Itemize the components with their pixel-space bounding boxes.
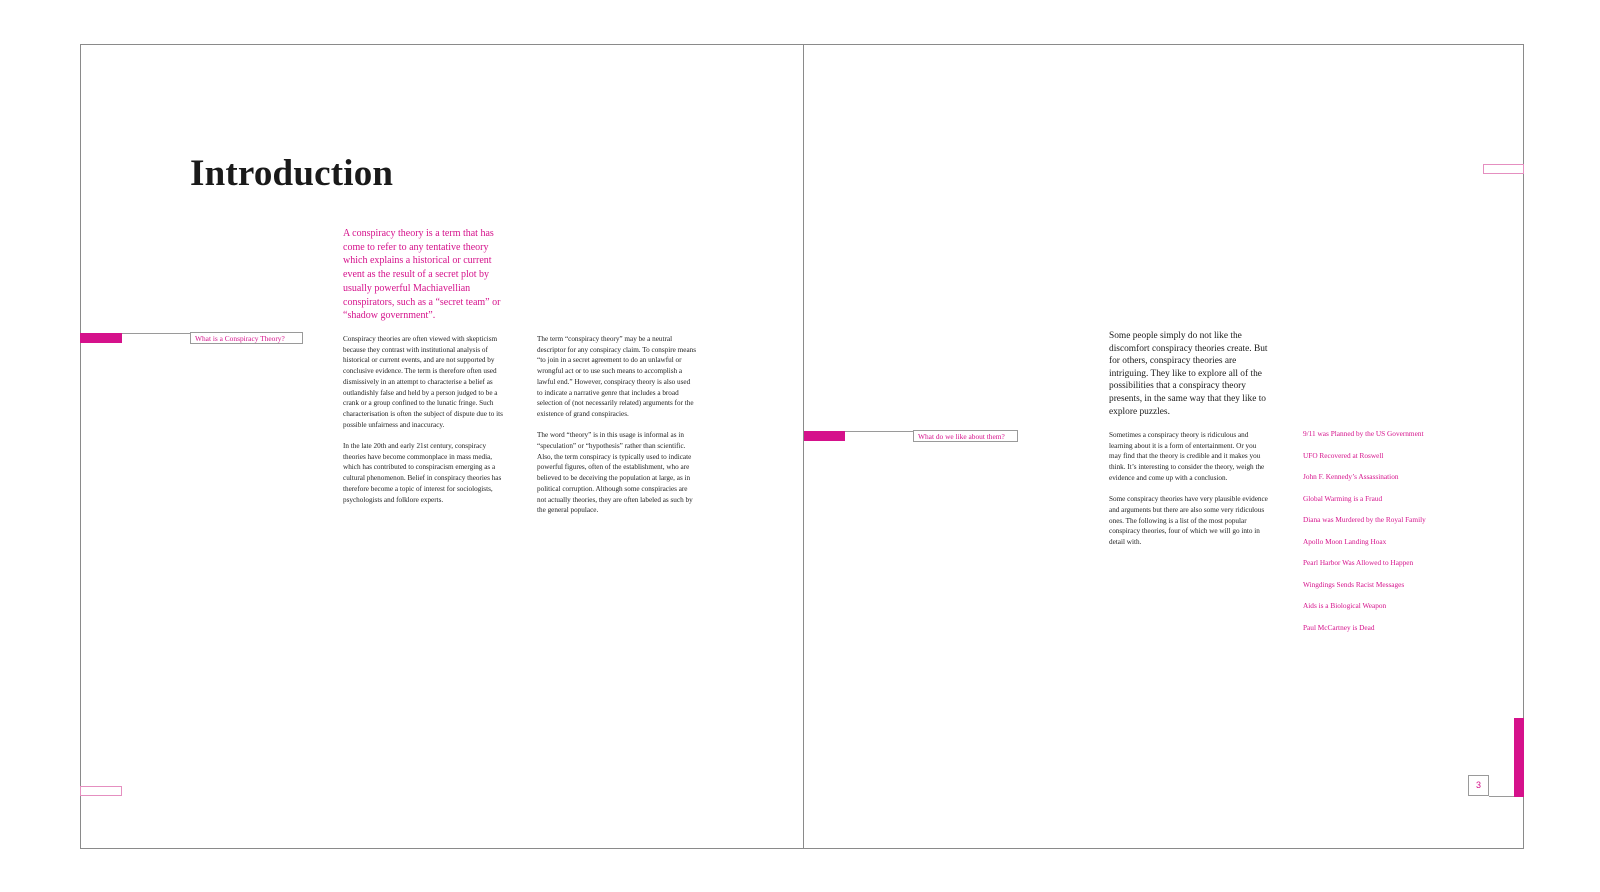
page-title: Introduction (190, 153, 394, 194)
theory-list (1303, 428, 1426, 643)
section-tag-what-we-like: What do we like about them? (913, 430, 1018, 442)
list-item: Global Warming is a Fraud (1303, 493, 1383, 503)
page-number: 3 (1468, 775, 1489, 796)
list-item: Paul McCartney is Dead (1303, 622, 1375, 632)
right-intro-paragraph: Some people simply do not like the discomfort conspiracy theories create. But for others, conspiracy theories are intriguing. They like to explore all of the possibilities that a conspiracy theory presents, in the same way that they like to explore puzzles. (1109, 331, 1268, 417)
section-marker-block (804, 431, 845, 441)
right-body-column (1109, 430, 1269, 558)
list-item: Wingdings Sends Racist Messages (1303, 579, 1405, 589)
paragraph: The term “conspiracy theory” may be a neutral descriptor for any conspiracy claim. To conspire means “to join in a secret agreement to do an unlawful or wrongful act or to use such means to accomplish a lawful end.” However, conspiracy theory is also used to indicate a narrative genre that includes a broad selection of (not necessarily related) arguments for the existence of grand conspiracies. (537, 335, 697, 418)
section-rule (122, 333, 192, 334)
paragraph: Some conspiracy theories have very plausible evidence and arguments but there are also some very ridiculous ones. The following is a list of the most popular conspiracy theories, four of which we will go into in detail with. (1109, 495, 1268, 547)
list-item: 9/11 was Planned by the US Government (1303, 429, 1424, 438)
paragraph: The word “theory” is in this usage is informal as in “speculation” or “hypothesis” rather than scientific. Also, the term conspiracy is typically used to indicate powerful figures, often of the establishment, who are believed to be deceiving the population at large, as in political corruption. Although some conspiracies are not actually theories, they are often labeled as such by the general populace. (537, 431, 693, 515)
list-item: John F. Kennedy’s Assassination (1303, 472, 1399, 481)
page-gutter (803, 44, 804, 849)
lead-paragraph: A conspiracy theory is a term that has come to refer to any tentative theory which explains a historical or current event as the result of a secret plot by usually powerful Machiavellian conspirators, such as a “secret team” or “shadow government”. (343, 228, 501, 322)
list-item: UFO Recovered at Roswell (1303, 450, 1384, 460)
paragraph: Sometimes a conspiracy theory is ridiculous and learning about it is a form of entertainment. Or you may find that the theory is credible and it makes you think. It’s interesting to consider the theory, weigh the evidence and come up with a conclusion. (1109, 431, 1265, 482)
page-edge-marker (1514, 718, 1524, 797)
paragraph: Conspiracy theories are often viewed with skepticism because they contrast with institutional analysis of historical or current events, and are not supported by conclusive evidence. The term is therefore often used dismissively in an attempt to characterise a belief as outlandishly false and held by a person judged to be a crank or a group confined to the lunatic fringe. Such characterisation is often the subject of dispute due to its possible unfairness and inaccuracy. (343, 335, 503, 429)
header-marker-outline (1483, 164, 1524, 174)
list-item: Apollo Moon Landing Hoax (1303, 536, 1387, 546)
section-tag-what-is: What is a Conspiracy Theory? (190, 332, 303, 344)
footer-marker-outline (80, 786, 122, 796)
body-column-1 (343, 334, 503, 516)
section-marker-block (80, 333, 122, 343)
paragraph: In the late 20th and early 21st century, conspiracy theories have become commonplace in mass media, which has contributed to conspiracism emerging as a cultural phenomenon. Belief in conspiracy theories has therefore become a topic of interest for sociologists, psychologists and folklore experts. (343, 442, 502, 504)
list-item: Pearl Harbor Was Allowed to Happen (1303, 558, 1414, 567)
list-item: Aids is a Biological Weapon (1303, 601, 1387, 610)
body-column-2 (537, 334, 697, 527)
section-rule (845, 431, 915, 432)
list-item: Diana was Murdered by the Royal Family (1303, 515, 1426, 524)
page-number-rule (1489, 796, 1515, 797)
